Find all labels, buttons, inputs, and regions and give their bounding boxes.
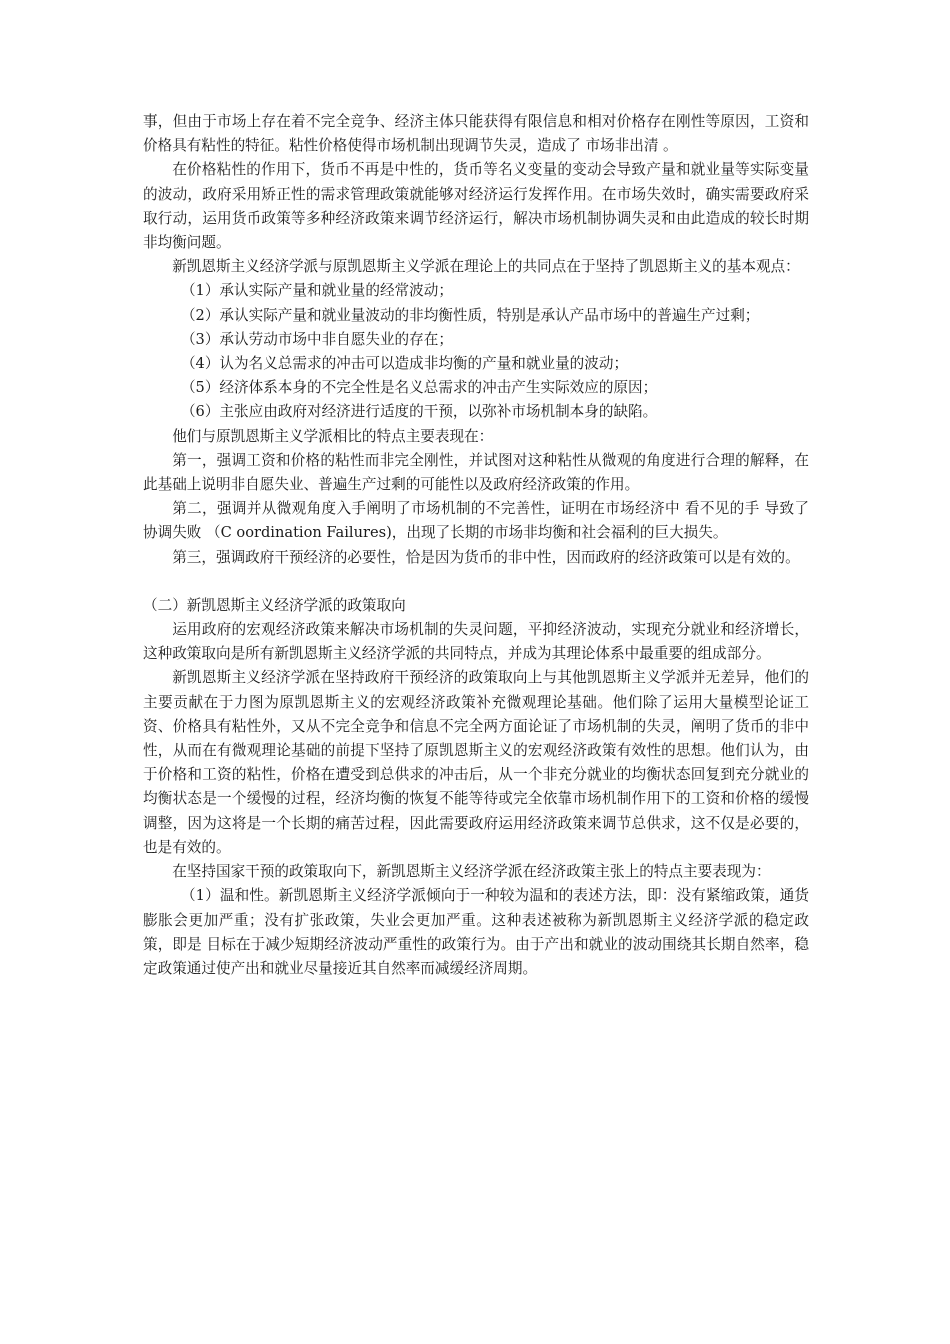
paragraph: 第一，强调工资和价格的粘性而非完全刚性，并试图对这种粘性从微观的角度进行合理的解释，在此基础上说明非自愿失业、普遍生产过剩的可能性以及政府经济政策的作用。: [143, 451, 809, 494]
paragraph: 新凯恩斯主义经济学派与原凯恩斯主义学派在理论上的共同点在于坚持了凯恩斯主义的基本观点：: [172, 258, 800, 276]
document-body: [143, 110, 809, 981]
list-item: （2）承认实际产量和就业量波动的非均衡性质，特别是承认产品市场中的普遍生产过剩；: [180, 306, 760, 324]
list-item: （4）认为名义总需求的冲击可以造成非均衡的产量和就业量的波动；: [180, 355, 629, 373]
list-item: （3）承认劳动市场中非自愿失业的存在；: [180, 330, 453, 348]
paragraph: 事，但由于市场上存在着不完全竞争、经济主体只能获得有限信息和相对价格存在刚性等原因，工资和价格具有粘性的特征。粘性价格使得市场机制出现调节失灵，造成了 市场非出清 。: [143, 113, 809, 155]
paragraph: 他们与原凯恩斯主义学派相比的特点主要表现在：: [172, 427, 494, 445]
paragraph: 第二，强调并从微观角度入手阐明了市场机制的不完善性，证明在市场经济中 看不见的手 导致了 协调失败 （C oordination Failures)，出现了长期的市场非均衡和社会福利的巨大损失。: [143, 500, 809, 542]
paragraph: 第三，强调政府干预经济的必要性，恰是因为货币的非中性，因而政府的经济政策可以是有效的。: [172, 548, 800, 566]
list-item: （1）承认实际产量和就业量的经常波动；: [180, 282, 453, 300]
section-heading: （二）新凯恩斯主义经济学派的政策取向: [143, 596, 406, 614]
paragraph: 运用政府的宏观经济政策来解决市场机制的失灵问题，平抑经济波动，实现充分就业和经济增长，这种政策取向是所有新凯恩斯主义经济学派的共同特点，并成为其理论体系中最重要的组成部分。: [143, 621, 809, 663]
list-item: （5）经济体系本身的不完全性是名义总需求的冲击产生实际效应的原因；: [180, 379, 658, 397]
blank-line: [143, 570, 809, 594]
paragraph: 在坚持国家干预的政策取向下，新凯恩斯主义经济学派在经济政策主张上的特点主要表现为：: [172, 863, 771, 881]
list-item: （1）温和性。新凯恩斯主义经济学派倾向于一种较为温和的表述方法，即：没有紧缩政策，通货膨胀会更加严重；没有扩张政策，失业会更加严重。这种表述被称为新凯恩斯主义经济学派的稳定政策，即是 目标在于减少短期经济波动严重性的政策行为。由于产出和就业的波动围绕其长期自然率，稳定政策通过使产出和就业尽量接近其自然率而减缓经济周期。: [143, 887, 809, 977]
paragraph: 新凯恩斯主义经济学派在坚持政府干预经济的政策取向上与其他凯恩斯主义学派并无差异，他们的主要贡献在于力图为原凯恩斯主义的宏观经济政策补充微观理论基础。他们除了运用大量模型论证工资、价格具有粘性外，又从不完全竞争和信息不完全两方面论证了市场机制的失灵，阐明了货币的非中性，从而在有微观理论基础的前提下坚持了原凯恩斯主义的宏观经济政策有效性的思想。他们认为，由于价格和工资的粘性，价格在遭受到总供求的冲击后，从一个非充分就业的均衡状态回复到充分就业的均衡状态是一个缓慢的过程，经济均衡的恢复不能等待或完全依靠市场机制作用下的工资和价格的缓慢调整，因为这将是一个长期的痛苦过程，因此需要政府运用经济政策来调节总供求，这不仅是必要的，也是有效的。: [143, 669, 809, 856]
paragraph: 在价格粘性的作用下，货币不再是中性的，货币等名义变量的变动会导致产量和就业量等实际变量的波动，政府采用矫正性的需求管理政策就能够对经济运行发挥作用。在市场失效时，确实需要政府采取行动，运用货币政策等多种经济政策来调节经济运行，解决市场机制协调失灵和由此造成的较长时期非均衡问题。: [143, 161, 809, 252]
list-item: （6）主张应由政府对经济进行适度的干预，以弥补市场机制本身的缺陷。: [180, 403, 658, 421]
